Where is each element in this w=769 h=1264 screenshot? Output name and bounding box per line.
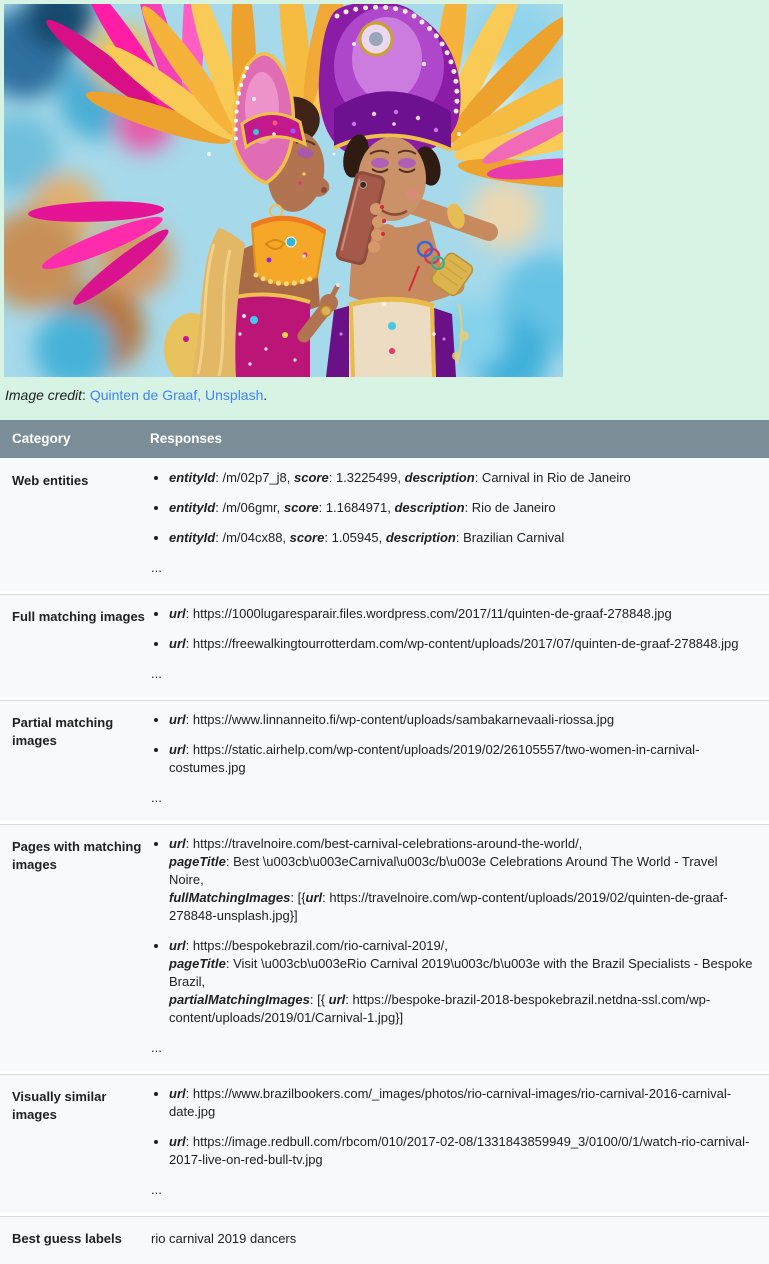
hero-section <box>0 0 769 420</box>
category-cell: Web entities <box>0 458 150 593</box>
field-key: url <box>169 836 186 851</box>
field-value: : [{ <box>290 890 305 905</box>
field-value: : /m/02p7_j8, <box>215 470 294 485</box>
field-key: fullMatchingImages <box>169 890 290 905</box>
field-value: : Best \u003cb\u003eCarnival\u003c/b\u003e Celebrations Around The World - Travel Noire, <box>169 854 718 887</box>
field-value: : Brazilian Carnival <box>456 530 564 545</box>
field-value: : 1.05945, <box>324 530 385 545</box>
response-item <box>169 499 755 517</box>
field-value: : https://bespoke-brazil-2018-bespokebrazil.netdna-ssl.com/wp-content/uploads/2019/01/Carnival-1.jpg}] <box>169 992 710 1025</box>
field-key: url <box>169 1134 186 1149</box>
response-item <box>169 741 755 777</box>
field-value: : https://www.linnanneito.fi/wp-content/uploads/sambakarnevaali-riossa.jpg <box>186 712 615 727</box>
field-value: : https://travelnoire.com/best-carnival-celebrations-around-the-world/, <box>186 836 583 851</box>
image-credit-caption <box>5 387 769 403</box>
field-key: description <box>394 500 464 515</box>
field-key: description <box>405 470 475 485</box>
table-row <box>0 593 769 699</box>
field-value: : /m/04cx88, <box>215 530 289 545</box>
field-key: url <box>169 742 186 757</box>
credit-author-link[interactable]: Quinten de Graaf, <box>90 387 201 403</box>
response-item <box>169 711 755 729</box>
response-item <box>169 605 755 623</box>
field-key: url <box>169 1086 186 1101</box>
carnival-selfie-photo <box>4 4 563 377</box>
carnival-photo-illustration <box>4 4 563 377</box>
field-key: score <box>284 500 319 515</box>
response-item <box>169 469 755 487</box>
response-list <box>150 605 755 653</box>
field-key: url <box>169 606 186 621</box>
responses-table <box>0 420 769 1264</box>
category-cell: Partial matching images <box>0 699 150 823</box>
table-row <box>0 458 769 593</box>
field-value: : /m/06gmr, <box>215 500 284 515</box>
table-row <box>0 1073 769 1215</box>
response-item <box>169 937 755 1027</box>
response-item <box>169 1085 755 1121</box>
response-list <box>150 469 755 547</box>
caption-colon: : <box>82 387 90 403</box>
caption-prefix: Image credit <box>5 387 82 403</box>
response-item <box>169 635 755 653</box>
category-cell: Visually similar images <box>0 1073 150 1215</box>
header-category: Category <box>0 420 150 458</box>
ellipsis: ... <box>151 789 755 807</box>
credit-source-link[interactable]: Unsplash <box>205 387 263 403</box>
field-key: url <box>306 890 323 905</box>
table-row <box>0 1215 769 1264</box>
field-key: entityId <box>169 530 215 545</box>
ellipsis: ... <box>151 1039 755 1057</box>
field-value: : Visit \u003cb\u003eRio Carnival 2019\u003c/b\u003e with the Brazil Specialists - Bespoke Brazil, <box>169 956 752 989</box>
best-guess-value: rio carnival 2019 dancers <box>151 1230 755 1248</box>
field-value: : https://travelnoire.com/wp-content/uploads/2019/02/quinten-de-graaf-278848-unsplash.jpg}] <box>169 890 728 923</box>
field-key: url <box>169 636 186 651</box>
header-responses: Responses <box>150 420 769 458</box>
field-value: : 1.3225499, <box>329 470 405 485</box>
field-value: : https://image.redbull.com/rbcom/010/2017-02-08/1331843859949_3/0100/0/1/watch-rio-carnival-2017-live-on-red-bull-tv.jpg <box>169 1134 749 1167</box>
field-value: : https://www.brazilbookers.com/_images/photos/rio-carnival-images/rio-carnival-2016-carnival-date.jpg <box>169 1086 731 1119</box>
field-key: entityId <box>169 470 215 485</box>
field-key: score <box>290 530 325 545</box>
caption-suffix: . <box>263 387 267 403</box>
response-item <box>169 1133 755 1169</box>
responses-cell <box>150 1073 769 1215</box>
responses-cell <box>150 458 769 593</box>
category-cell: Full matching images <box>0 593 150 699</box>
responses-cell <box>150 1215 769 1264</box>
table-row <box>0 823 769 1073</box>
field-value: : 1.1684971, <box>319 500 395 515</box>
response-list <box>150 835 755 1027</box>
field-key: url <box>169 938 186 953</box>
ellipsis: ... <box>151 559 755 577</box>
field-value: : https://static.airhelp.com/wp-content/uploads/2019/02/26105557/two-women-in-carnival-costumes.jpg <box>169 742 699 775</box>
response-list <box>150 1085 755 1169</box>
table-row <box>0 699 769 823</box>
field-value: : https://freewalkingtourrotterdam.com/wp-content/uploads/2017/07/quinten-de-graaf-278848.jpg <box>186 636 739 651</box>
field-value: : Rio de Janeiro <box>465 500 556 515</box>
response-item <box>169 529 755 547</box>
field-key: pageTitle <box>169 956 226 971</box>
field-value: : [{ <box>310 992 329 1007</box>
field-key: score <box>294 470 329 485</box>
field-key: entityId <box>169 500 215 515</box>
field-value: : https://bespokebrazil.com/rio-carnival-2019/, <box>186 938 448 953</box>
ellipsis: ... <box>151 665 755 683</box>
field-key: partialMatchingImages <box>169 992 310 1007</box>
responses-cell <box>150 823 769 1073</box>
field-value: : https://1000lugaresparair.files.wordpress.com/2017/11/quinten-de-graaf-278848.jpg <box>186 606 672 621</box>
category-cell: Best guess labels <box>0 1215 150 1264</box>
ellipsis: ... <box>151 1181 755 1199</box>
table-header-row <box>0 420 769 458</box>
field-key: url <box>329 992 346 1007</box>
response-item <box>169 835 755 925</box>
field-key: pageTitle <box>169 854 226 869</box>
response-list <box>150 711 755 777</box>
field-key: url <box>169 712 186 727</box>
category-cell: Pages with matching images <box>0 823 150 1073</box>
responses-cell <box>150 699 769 823</box>
field-value: : Carnival in Rio de Janeiro <box>475 470 631 485</box>
responses-cell <box>150 593 769 699</box>
field-key: description <box>386 530 456 545</box>
